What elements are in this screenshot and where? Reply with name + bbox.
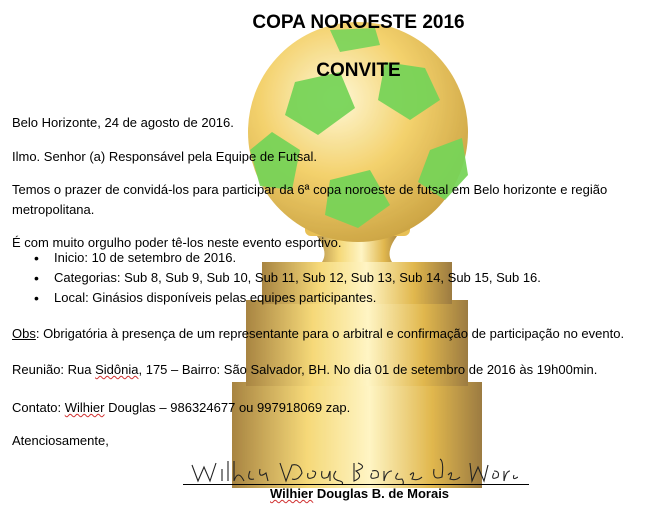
meeting-suffix: , 175 – Bairro: São Salvador, BH. No dia 01 de setembro de 2016 às 19h00min. bbox=[138, 362, 598, 377]
contact-prefix: Contato: bbox=[12, 400, 65, 415]
detail-categories: • Categorias: Sub 8, Sub 9, Sub 10, Sub 11, Sub 12, Sub 13, Sub 14, Sub 15, Sub 16. bbox=[12, 268, 541, 288]
pride-line: É com muito orgulho poder tê-los neste evento esportivo. bbox=[12, 235, 342, 250]
contact-line bbox=[12, 400, 350, 415]
signatory-first-name: Wilhier bbox=[270, 486, 314, 501]
greeting-line: Ilmo. Senhor (a) Responsável pela Equipe de Futsal. bbox=[12, 149, 317, 164]
contact-suffix: Douglas – 986324677 ou 997918069 zap. bbox=[104, 400, 351, 415]
signatory-rest-name: Douglas B. de Morais bbox=[313, 486, 450, 501]
document-subtitle: CONVITE bbox=[316, 60, 401, 81]
detail-location: • Local: Ginásios disponíveis pelas equipes participantes. bbox=[12, 288, 541, 308]
document-title: COPA NOROESTE 2016 bbox=[252, 12, 465, 33]
obs-label: Obs bbox=[12, 326, 36, 341]
meeting-prefix: Reunião: Rua bbox=[12, 362, 96, 377]
detail-start-date: • Inicio: 10 de setembro de 2016. bbox=[12, 248, 541, 268]
signatory-name bbox=[270, 486, 449, 501]
handwritten-signature bbox=[188, 455, 518, 485]
obs-text: : Obrigatória à presença de um representante para o arbitral e confirmação de participação no evento. bbox=[35, 326, 625, 341]
contact-name: Wilhier bbox=[64, 400, 105, 415]
date-line: Belo Horizonte, 24 de agosto de 2016. bbox=[12, 115, 234, 130]
event-details-list bbox=[12, 248, 541, 308]
signature-line bbox=[183, 484, 529, 485]
closing-line: Atenciosamente, bbox=[12, 433, 109, 448]
meeting-line bbox=[12, 362, 597, 377]
invite-paragraph: Temos o prazer de convidá-los para participar da 6ª copa noroeste de futsal em Belo horizonte e região metropolitana. bbox=[12, 182, 608, 217]
meeting-street: Sidônia bbox=[95, 362, 139, 377]
observation-line bbox=[12, 326, 624, 341]
